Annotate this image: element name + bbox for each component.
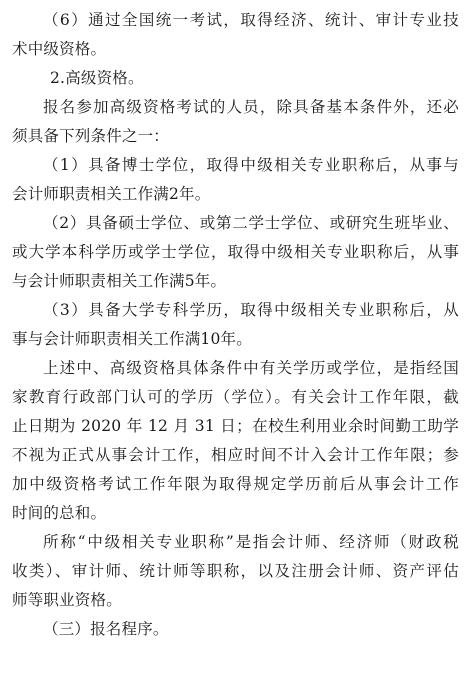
text-line: 与会计师职责相关工作满5年。 (12, 272, 227, 290)
text-line: 加中级资格考试工作年限为取得规定学历前后从事会计工作 (12, 475, 459, 493)
text-line: 家教育行政部门认可的学历（学位）。有关会计工作年限，截 (12, 388, 459, 406)
list-item-2: （2）具备硕士学位、或第二学士学位、或研究生班毕业、 (43, 214, 459, 232)
text-line: 止日期为 2020 年 12 月 31 日；在校生利用业余时间勤工助学 (12, 417, 459, 435)
text-line: 收类）、审计师、统计师等职称，以及注册会计师、资产评估 (12, 562, 459, 580)
text-line: 须具备下列条件之一： (12, 127, 170, 145)
text-line: 不视为正式从事会计工作，相应时间不计入会计工作年限；参 (12, 446, 459, 464)
text-line: 或大学本科学历或学士学位，取得中级相关专业职称后，从事 (12, 243, 459, 261)
section-heading: （三）报名程序。 (43, 620, 169, 638)
list-item-1: （1）具备博士学位，取得中级相关专业职称后，从事与 (43, 156, 459, 174)
document-body (12, 6, 459, 644)
text-line: 时间的总和。 (12, 504, 107, 522)
text-line: 报名参加高级资格考试的人员，除具备基本条件外，还必 (43, 98, 459, 116)
text-line: 师等职业资格。 (12, 591, 122, 609)
text-line: （6）通过全国统一考试，取得经济、统计、审计专业技 (43, 11, 459, 29)
text-line: 所称“中级相关专业职称”是指会计师、经济师（财政税 (43, 533, 459, 551)
list-item-3: （3）具备大学专科学历，取得中级相关专业职称后，从 (43, 301, 459, 319)
text-line: 事与会计师职责相关工作满10年。 (12, 330, 252, 348)
section-heading: 2.高级资格。 (50, 69, 144, 87)
text-line: 会计师职责相关工作满2年。 (12, 185, 211, 203)
text-line: 术中级资格。 (12, 40, 107, 58)
text-line: 上述中、高级资格具体条件中有关学历或学位，是指经国 (43, 359, 459, 377)
